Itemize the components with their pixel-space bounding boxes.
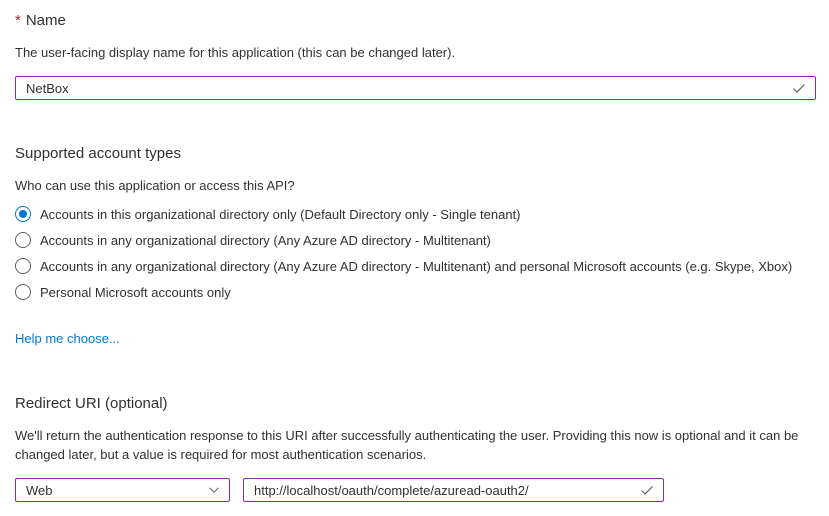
name-input[interactable] — [16, 78, 791, 98]
help-me-choose-link[interactable]: Help me choose... — [15, 331, 120, 346]
platform-select-dropdown[interactable] — [15, 478, 230, 502]
radio-option-label: Personal Microsoft accounts only — [40, 284, 231, 300]
chevron-down-icon — [207, 483, 221, 497]
name-input-container — [15, 76, 816, 100]
radio-option-label: Accounts in any organizational directory (Any Azure AD directory - Multitenant) and personal Microsoft accounts (e.g. Skype, Xbox) — [40, 258, 793, 274]
radio-unselected-icon[interactable] — [15, 232, 31, 248]
radio-unselected-icon[interactable] — [15, 258, 31, 274]
radio-unselected-icon[interactable] — [15, 284, 31, 300]
valid-checkmark-icon — [639, 482, 655, 498]
name-label — [15, 12, 815, 30]
redirect-uri-title: Redirect URI (optional) — [15, 395, 168, 412]
radio-option-single-tenant[interactable] — [15, 201, 815, 227]
radio-option-label: Accounts in any organizational directory (Any Azure AD directory - Multitenant) — [40, 232, 491, 248]
redirect-uri-input[interactable] — [244, 480, 639, 500]
required-asterisk: * — [15, 12, 21, 29]
radio-selected-icon[interactable] — [15, 206, 31, 222]
platform-select-value: Web — [26, 482, 53, 498]
redirect-uri-row — [15, 478, 815, 502]
radio-option-multitenant-personal[interactable] — [15, 253, 815, 279]
valid-checkmark-icon — [791, 80, 807, 96]
radio-option-personal-only[interactable] — [15, 279, 815, 305]
radio-option-label: Accounts in this organizational directory only (Default Directory only - Single tenant) — [40, 206, 521, 222]
account-types-question: Who can use this application or access this API? — [15, 178, 295, 193]
redirect-uri-input-container — [243, 478, 664, 502]
redirect-uri-description: We'll return the authentication response to this URI after successfully authenticating the user. Providing this now is optional and it can be changed later, but a value is required for most authentication scenarios. — [15, 428, 799, 462]
supported-account-types-title: Supported account types — [15, 145, 181, 162]
name-description: The user-facing display name for this application (this can be changed later). — [15, 45, 456, 60]
account-types-radio-group — [15, 201, 815, 305]
name-label-text: Name — [25, 12, 66, 29]
radio-option-multitenant[interactable] — [15, 227, 815, 253]
